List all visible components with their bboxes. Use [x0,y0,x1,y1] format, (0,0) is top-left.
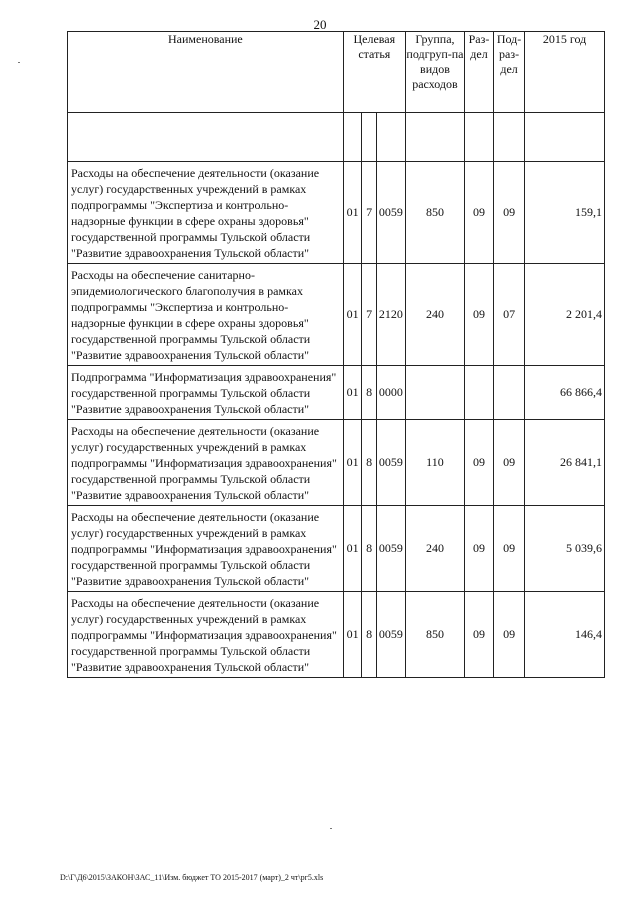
row-section: 09 [465,420,494,506]
row-name: Подпрограмма "Информатизация здравоохранения" государственной программы Тульской области "Развитие здравоохранения Тульской области" [68,366,344,420]
header-spacer-row [68,113,605,162]
row-target-subprogram: 8 [362,506,377,592]
row-section: 09 [465,592,494,678]
row-section: 09 [465,506,494,592]
row-target-program: 01 [343,592,362,678]
row-amount: 159,1 [525,162,605,264]
row-target-direction: 0059 [376,420,405,506]
scan-speck [18,62,20,63]
row-target-subprogram: 8 [362,366,377,420]
row-target-subprogram: 8 [362,592,377,678]
row-name: Расходы на обеспечение деятельности (оказание услуг) государственных учреждений в рамках подпрограммы "Информатизация здравоохранения" государственной программы Тульской области "Развитие здравоохранения Тульской области" [68,592,344,678]
row-target-program: 01 [343,162,362,264]
page-number: 20 [313,17,327,32]
row-group [405,366,464,420]
row-target-direction: 0059 [376,506,405,592]
row-amount: 2 201,4 [525,264,605,366]
row-section: 09 [465,264,494,366]
table-row [68,162,605,264]
row-target-subprogram: 7 [362,162,377,264]
row-name: Расходы на обеспечение деятельности (оказание услуг) государственных учреждений в рамках подпрограммы "Информатизация здравоохранения" государственной программы Тульской области "Развитие здравоохранения Тульской области" [68,506,344,592]
row-subsection: 09 [494,420,525,506]
row-subsection [494,366,525,420]
row-group: 240 [405,506,464,592]
row-target-direction: 0059 [376,592,405,678]
row-target-program: 01 [343,366,362,420]
row-section: 09 [465,162,494,264]
table-header-row [68,32,605,113]
row-group: 850 [405,592,464,678]
row-amount: 66 866,4 [525,366,605,420]
budget-table [67,31,605,678]
header-subsection: Под-раз-дел [494,32,525,113]
table-row [68,506,605,592]
row-amount: 146,4 [525,592,605,678]
table-row [68,264,605,366]
row-subsection: 07 [494,264,525,366]
header-group: Группа, подгруп-па видов расходов [405,32,464,113]
table-row [68,420,605,506]
row-target-subprogram: 8 [362,420,377,506]
row-subsection: 09 [494,592,525,678]
row-target-direction: 2120 [376,264,405,366]
row-target-program: 01 [343,506,362,592]
row-name: Расходы на обеспечение деятельности (оказание услуг) государственных учреждений в рамках подпрограммы "Экспертиза и контрольно-надзорные функции в сфере охраны здоровья" государственной программы Тульской области "Развитие здравоохранения Тульской области" [68,162,344,264]
table-body [68,113,605,678]
scan-speck [330,828,332,829]
header-section: Раз-дел [465,32,494,113]
row-name: Расходы на обеспечение санитарно-эпидемиологического благополучия в рамках подпрограммы "Экспертиза и контрольно-надзорные функции в сфере охраны здоровья" государственной программы Тульской области "Развитие здравоохранения Тульской области" [68,264,344,366]
row-group: 110 [405,420,464,506]
row-section [465,366,494,420]
row-target-subprogram: 7 [362,264,377,366]
row-name: Расходы на обеспечение деятельности (оказание услуг) государственных учреждений в рамках подпрограммы "Информатизация здравоохранения" государственной программы Тульской области "Развитие здравоохранения Тульской области" [68,420,344,506]
header-year: 2015 год [525,32,605,113]
footer-file-path: D:\Г\Д6\2015\ЗАКОН\ЗАС_11\Изм. бюджет ТО 2015-2017 (март)_2 чт\рг5.xls [60,873,324,882]
row-group: 240 [405,264,464,366]
row-subsection: 09 [494,162,525,264]
row-amount: 26 841,1 [525,420,605,506]
row-target-program: 01 [343,264,362,366]
row-target-direction: 0000 [376,366,405,420]
row-amount: 5 039,6 [525,506,605,592]
header-target: Целевая статья [343,32,405,113]
table-row [68,592,605,678]
row-subsection: 09 [494,506,525,592]
header-name: Наименование [68,32,344,113]
table-row [68,366,605,420]
row-target-direction: 0059 [376,162,405,264]
row-group: 850 [405,162,464,264]
row-target-program: 01 [343,420,362,506]
